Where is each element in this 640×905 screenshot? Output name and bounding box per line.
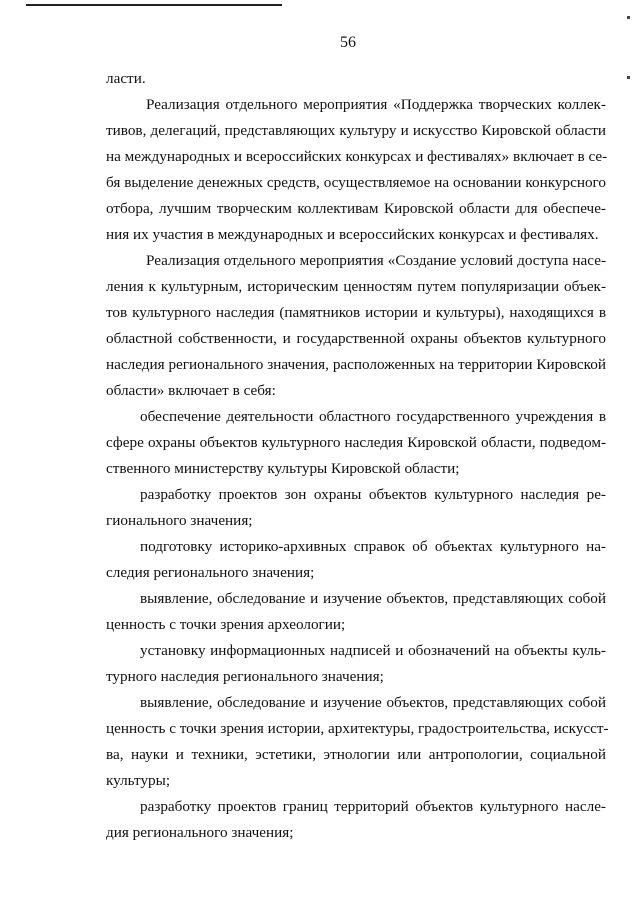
text-line: ления к культурным, историческим ценностям путем популяризации объек- [106,278,606,295]
text-line: ценность с точки зрения истории, архитектуры, градостроительства, искусст- [106,720,609,737]
text-line: ственного министерству культуры Кировской области; [106,460,460,477]
page-number: 56 [340,34,356,51]
text-line: на международных и всероссийских конкурсах и фестивалях» включает в се- [106,148,608,165]
top-rule [26,4,282,6]
text-line: культуры; [106,772,171,789]
text-line: сфере охраны объектов культурного наследия Кировской области, подведом- [106,434,606,451]
text-line: разработку проектов зон охраны объектов культурного наследия ре- [140,486,606,503]
text-line: тов культурного наследия (памятников истории и культуры), находящихся в [106,304,606,321]
text-line: Реализация отдельного мероприятия «Создание условий доступа насе- [146,252,606,269]
text-line: Реализация отдельного мероприятия «Поддержка творческих коллек- [146,96,606,113]
text-line: гионального значения; [106,512,253,529]
text-line: ния их участия в международных и всероссийских конкурсах и фестивалях. [106,226,599,243]
scan-edge-mark [627,16,630,19]
text-line: отбора, лучшим творческим коллективам Кировской области для обеспече- [106,200,606,217]
text-line: области» включает в себя: [106,382,276,399]
text-line: бя выделение денежных средств, осуществляемое на основании конкурсного [106,174,606,191]
text-line: разработку проектов границ территорий объектов культурного насле- [140,798,606,815]
text-line: выявление, обследование и изучение объектов, представляющих собой [140,590,606,607]
scan-edge-mark [627,76,630,79]
text-line: дия регионального значения; [106,824,294,841]
text-line: выявление, обследование и изучение объектов, представляющих собой [140,694,606,711]
text-line: тивов, делегаций, представляющих культуру и искусство Кировской области [106,122,606,139]
text-line: подготовку историко-архивных справок об объектах культурного на- [140,538,606,555]
text-line: ва, науки и техники, эстетики, этнологии или антропологии, социальной [106,746,606,763]
text-line: обеспечение деятельности областного государственного учреждения в [140,408,606,425]
text-line: турного наследия регионального значения; [106,668,384,685]
text-line: установку информационных надписей и обозначений на объекты куль- [140,642,606,659]
text-line: наследия регионального значения, расположенных на территории Кировской [106,356,606,373]
text-line: ценность с точки зрения археологии; [106,616,346,633]
text-line: областной собственности, и государственной охраны объектов культурного [106,330,606,347]
text-line: следия регионального значения; [106,564,315,581]
body-text [106,66,609,846]
text-line: ласти. [106,70,146,87]
